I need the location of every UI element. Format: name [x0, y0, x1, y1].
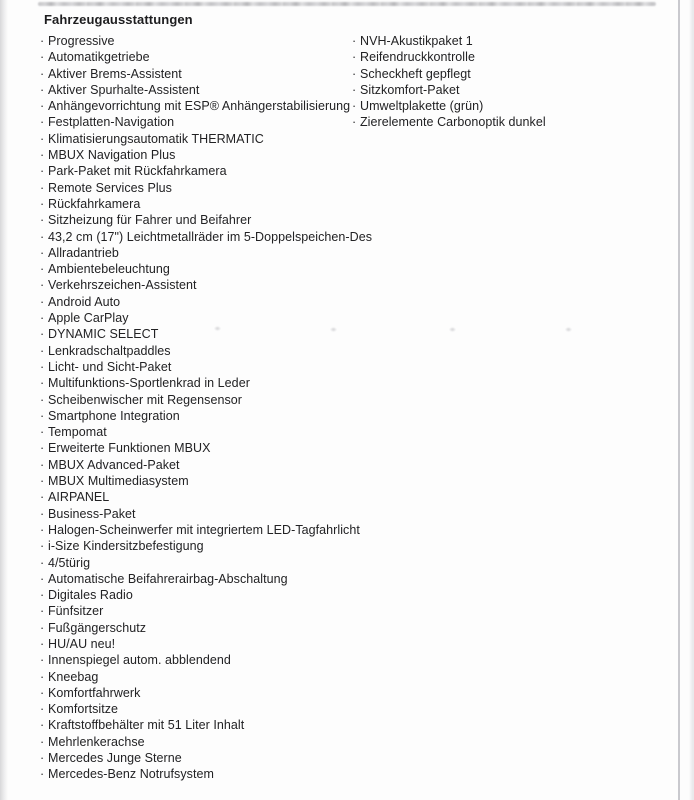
equipment-item-label: Ambientebeleuchtung — [48, 262, 170, 277]
equipment-item-label: Sitzheizung für Fahrer und Beifahrer — [48, 213, 252, 228]
equipment-item-label: Komfortsitze — [48, 702, 119, 717]
bullet-dot: · — [40, 164, 45, 179]
bullet-dot: · — [40, 751, 45, 766]
bullet-dot: · — [40, 359, 45, 374]
bullet-dot: · — [40, 294, 45, 309]
bullet-dot: · — [40, 441, 45, 456]
bullet-dot: · — [40, 148, 45, 163]
equipment-item — [40, 294, 372, 310]
bullet-dot: · — [40, 82, 45, 97]
equipment-item-label: Anhängevorrichtung mit ESP® Anhängerstabilisierung — [48, 99, 351, 114]
bullet-dot: · — [40, 34, 45, 48]
equipment-item-label: Kraftstoffbehälter mit 51 Liter Inhalt — [48, 718, 245, 733]
bullet-dot: · — [40, 506, 45, 521]
equipment-item — [40, 440, 372, 456]
equipment-item-label: Licht- und Sicht-Paket — [48, 359, 172, 374]
bullet-dot: · — [40, 196, 45, 211]
equipment-item — [40, 131, 372, 147]
equipment-item-label: Klimatisierungsautomatik THERMATIC — [48, 131, 264, 146]
equipment-item-label: Aktiver Spurhalte-Assistent — [48, 82, 200, 97]
bullet-dot: · — [40, 343, 45, 358]
bullet-dot: · — [40, 620, 45, 635]
equipment-item — [40, 424, 372, 440]
equipment-item-label: Aktiver Brems-Assistent — [48, 66, 182, 81]
bullet-dot: · — [352, 115, 357, 130]
bullet-dot: · — [40, 490, 45, 505]
bullet-dot: · — [40, 555, 45, 570]
equipment-item — [40, 457, 372, 473]
bullet-dot: · — [40, 311, 45, 326]
equipment-item — [40, 734, 372, 750]
equipment-item-label: MBUX Advanced-Paket — [48, 457, 180, 472]
bullet-dot: · — [40, 66, 45, 81]
equipment-item-label: Fünfsitzer — [48, 604, 104, 619]
bullet-dot: · — [40, 767, 45, 782]
bullet-dot: · — [40, 50, 45, 65]
bullet-dot: · — [40, 636, 45, 651]
equipment-item-label: Fußgängerschutz — [48, 620, 147, 635]
equipment-item-label: Multifunktions-Sportlenkrad in Leder — [48, 376, 250, 391]
equipment-item-label: Scheibenwischer mit Regensensor — [48, 392, 243, 407]
equipment-item — [40, 114, 372, 130]
equipment-item — [40, 766, 372, 782]
equipment-item — [352, 114, 546, 130]
bullet-dot: · — [40, 213, 45, 228]
equipment-item — [40, 33, 372, 49]
equipment-item-label: AIRPANEL — [48, 490, 110, 505]
equipment-item — [352, 82, 546, 98]
equipment-item-label: Lenkradschaltpaddles — [48, 343, 171, 358]
bullet-dot: · — [40, 702, 45, 717]
equipment-item-label: Automatische Beifahrerairbag-Abschaltung — [48, 571, 288, 586]
bullet-dot: · — [40, 457, 45, 472]
equipment-item — [40, 473, 372, 489]
bullet-dot: · — [40, 180, 45, 195]
equipment-item — [40, 326, 372, 342]
equipment-item — [40, 669, 372, 685]
equipment-item-label: i-Size Kindersitzbefestigung — [48, 539, 204, 554]
equipment-item — [40, 587, 372, 603]
equipment-item — [40, 343, 372, 359]
bullet-dot: · — [40, 653, 45, 668]
page-right-edge-line — [678, 0, 680, 800]
equipment-item-label: DYNAMIC SELECT — [48, 327, 159, 342]
equipment-item-label: Automatikgetriebe — [48, 50, 150, 65]
equipment-item — [352, 98, 546, 114]
bullet-dot: · — [352, 82, 357, 97]
equipment-item-label: Android Auto — [48, 294, 121, 309]
equipment-item-label: Reifendruckkontrolle — [360, 50, 475, 65]
equipment-item-label: Halogen-Scheinwerfer mit integriertem LED-Tagfahrlicht — [48, 522, 360, 537]
bullet-dot: · — [40, 376, 45, 391]
bullet-dot: · — [40, 588, 45, 603]
bullet-dot: · — [40, 99, 45, 114]
equipment-item — [40, 652, 372, 668]
equipment-item-label: Mehrlenkerachse — [48, 734, 145, 749]
equipment-item — [40, 620, 372, 636]
bullet-dot: · — [352, 50, 357, 65]
equipment-item — [40, 180, 372, 196]
bullet-dot: · — [40, 229, 45, 244]
bullet-dot: · — [40, 539, 45, 554]
equipment-item-label: Business-Paket — [48, 506, 136, 521]
bullet-dot: · — [40, 685, 45, 700]
bullet-dot: · — [40, 278, 45, 293]
equipment-item-label: Progressive — [48, 34, 115, 48]
equipment-item — [40, 408, 372, 424]
equipment-item-label: Park-Paket mit Rückfahrkamera — [48, 164, 227, 179]
equipment-item-label: 43,2 cm (17") Leichtmetallräder im 5-Doppelspeichen-Des — [48, 229, 372, 244]
equipment-item — [40, 277, 372, 293]
bullet-dot: · — [40, 474, 45, 489]
equipment-item — [352, 66, 546, 82]
equipment-list-right-column — [352, 33, 546, 131]
equipment-item — [40, 701, 372, 717]
equipment-item — [352, 33, 546, 49]
bullet-dot: · — [40, 734, 45, 749]
equipment-item — [40, 555, 372, 571]
equipment-item-label: Umweltplakette (grün) — [360, 99, 484, 114]
equipment-item — [40, 82, 372, 98]
equipment-item — [40, 66, 372, 82]
equipment-item — [40, 392, 372, 408]
bullet-dot: · — [352, 66, 357, 81]
equipment-item-label: Erweiterte Funktionen MBUX — [48, 441, 211, 456]
equipment-item — [40, 261, 372, 277]
equipment-item — [40, 98, 372, 114]
bullet-dot: · — [40, 571, 45, 586]
equipment-item-label: Digitales Radio — [48, 588, 133, 603]
equipment-item — [40, 229, 372, 245]
equipment-item — [40, 359, 372, 375]
bullet-dot: · — [40, 245, 45, 260]
equipment-item-label: Mercedes-Benz Notrufsystem — [48, 767, 214, 782]
bullet-dot: · — [40, 522, 45, 537]
equipment-item — [40, 750, 372, 766]
equipment-item-label: Mercedes Junge Sterne — [48, 751, 182, 766]
equipment-item-label: NVH-Akustikpaket 1 — [360, 34, 473, 48]
equipment-list-left-column — [40, 33, 372, 783]
equipment-item-label: Komfortfahrwerk — [48, 685, 141, 700]
equipment-item-label: Zierelemente Carbonoptik dunkel — [360, 115, 546, 130]
page-right-edge-shadow — [689, 0, 694, 800]
page-left-edge-shadow — [0, 0, 8, 800]
equipment-item — [40, 506, 372, 522]
equipment-item-label: Kneebag — [48, 669, 99, 684]
equipment-item — [40, 245, 372, 261]
equipment-item — [40, 685, 372, 701]
equipment-item-label: Apple CarPlay — [48, 311, 129, 326]
bullet-dot: · — [40, 115, 45, 130]
scan-artifact-speck — [449, 327, 456, 332]
cropped-text-remnant — [38, 2, 656, 6]
equipment-item — [40, 163, 372, 179]
bullet-dot: · — [40, 392, 45, 407]
equipment-item-label: MBUX Navigation Plus — [48, 148, 176, 163]
equipment-item-label: Smartphone Integration — [48, 408, 180, 423]
equipment-item — [40, 196, 372, 212]
equipment-item — [40, 212, 372, 228]
equipment-item-label: 4/5türig — [48, 555, 91, 570]
bullet-dot: · — [352, 34, 357, 48]
bullet-dot: · — [40, 327, 45, 342]
bullet-dot: · — [40, 262, 45, 277]
section-title: Fahrzeugausstattungen — [44, 12, 193, 27]
equipment-item-label: Verkehrszeichen-Assistent — [48, 278, 197, 293]
equipment-item-label: Tempomat — [48, 425, 107, 440]
equipment-item — [40, 636, 372, 652]
equipment-item — [40, 375, 372, 391]
equipment-item — [352, 49, 546, 65]
equipment-item-label: Festplatten-Navigation — [48, 115, 175, 130]
equipment-item — [40, 49, 372, 65]
equipment-item-label: HU/AU neu! — [48, 636, 116, 651]
scan-artifact-speck — [565, 327, 572, 332]
bullet-dot: · — [40, 408, 45, 423]
bullet-dot: · — [40, 131, 45, 146]
equipment-item — [40, 717, 372, 733]
equipment-item-label: Innenspiegel autom. abblendend — [48, 653, 231, 668]
equipment-item-label: Remote Services Plus — [48, 180, 172, 195]
equipment-item-label: Rückfahrkamera — [48, 196, 141, 211]
equipment-item — [40, 603, 372, 619]
equipment-item — [40, 522, 372, 538]
bullet-dot: · — [40, 604, 45, 619]
bullet-dot: · — [352, 99, 357, 114]
equipment-item — [40, 147, 372, 163]
equipment-item-label: Allradantrieb — [48, 245, 119, 260]
equipment-item — [40, 310, 372, 326]
equipment-item — [40, 571, 372, 587]
bullet-dot: · — [40, 718, 45, 733]
bullet-dot: · — [40, 669, 45, 684]
bullet-dot: · — [40, 425, 45, 440]
equipment-item-label: Scheckheft gepflegt — [360, 66, 471, 81]
equipment-item — [40, 489, 372, 505]
equipment-item — [40, 538, 372, 554]
equipment-item-label: MBUX Multimediasystem — [48, 474, 189, 489]
equipment-item-label: Sitzkomfort-Paket — [360, 82, 460, 97]
